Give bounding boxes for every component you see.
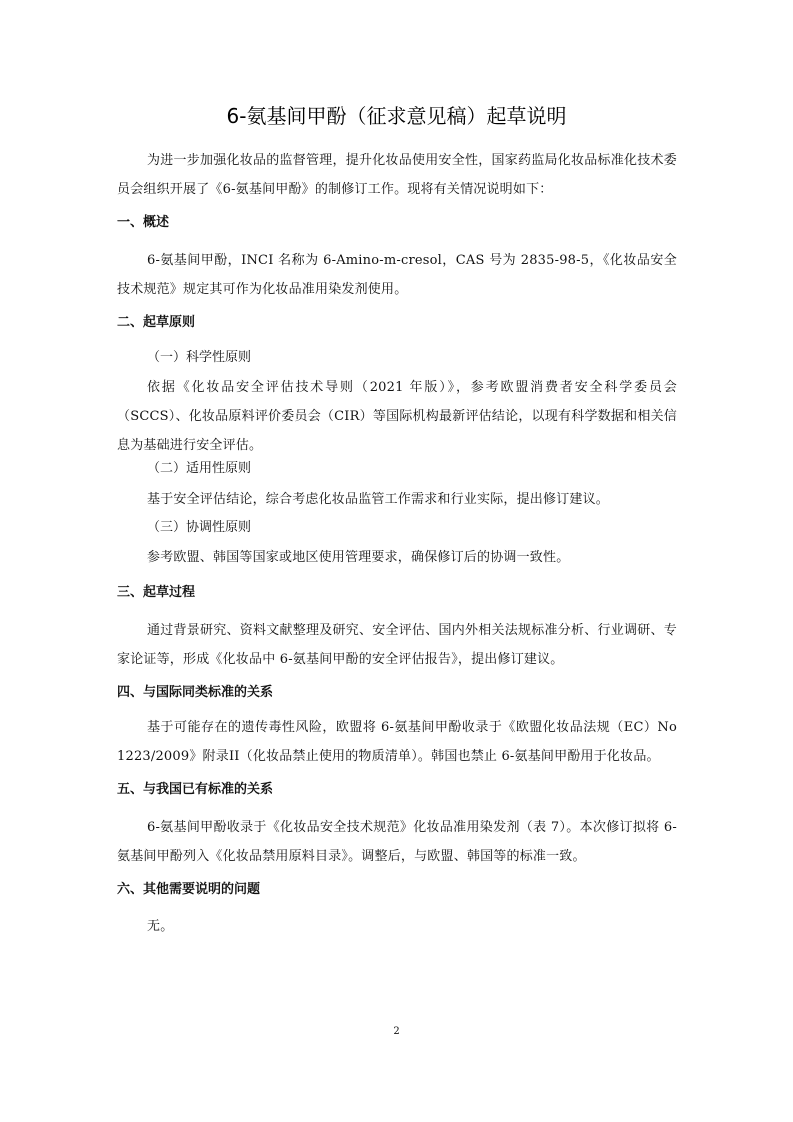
page-title: 6-氨基间甲酚（征求意见稿）起草说明: [226, 104, 567, 128]
section-2-text-1: 依据《化妆品安全评估技术导则（2021 年版）》，参考欧盟消费者安全科学委员会（SCCS）、化妆品原料评价委员会（CIR）等国际机构最新评估结论，以现有科学数据和相关信息为基础进行安全评估。: [117, 380, 677, 453]
section-5-text: 6-氨基间甲酚收录于《化妆品安全技术规范》化妆品准用染发剂（表 7）。本次修订拟将 6-氨基间甲酚列入《化妆品禁用原料目录》。调整后，与欧盟、韩国等的标准一致。: [117, 820, 677, 864]
section-2-heading: 二、起草原则: [117, 315, 196, 330]
section-4-text: 基于可能存在的遗传毒性风险，欧盟将 6-氨基间甲酚收录于《欧盟化妆品法规（EC）No 1223/2009》附录II（化妆品禁止使用的物质清单）。韩国也禁止 6-氨基间甲酚用于化妆品。: [117, 720, 677, 764]
section-3-text: 通过背景研究、资料文献整理及研究、安全评估、国内外相关法规标准分析、行业调研、专家论证等，形成《化妆品中 6-氨基间甲酚的安全评估报告》，提出修订建议。: [117, 623, 677, 667]
section-2-text-3: 参考欧盟、韩国等国家或地区使用管理要求，确保修订后的协调一致性。: [147, 550, 570, 565]
section-3-heading: 三、起草过程: [117, 585, 196, 600]
page-number: 2: [393, 1026, 400, 1037]
section-1-text: 6-氨基间甲酚，INCI 名称为 6-Amino-m-cresol，CAS 号为 2835-98-5，《化妆品安全技术规范》规定其可作为化妆品准用染发剂使用。: [117, 253, 677, 297]
section-6-heading: 六、其他需要说明的问题: [117, 882, 261, 897]
section-2-sub-1: （一）科学性原则: [147, 350, 252, 365]
intro-paragraph: 为进一步加强化妆品的监督管理，提升化妆品使用安全性，国家药监局化妆品标准化技术委员会组织开展了《6-氨基间甲酚》的制修订工作。现将有关情况说明如下：: [117, 153, 677, 197]
section-4-heading: 四、与国际同类标准的关系: [117, 685, 274, 700]
section-2-text-2: 基于安全评估结论，综合考虑化妆品监管工作需求和行业实际，提出修订建议。: [147, 492, 610, 507]
section-2-sub-3: （三）协调性原则: [147, 520, 252, 535]
section-1-heading: 一、概述: [117, 215, 170, 230]
section-6-text: 无。: [147, 919, 174, 934]
section-5-heading: 五、与我国已有标准的关系: [117, 782, 274, 797]
section-2-sub-2: （二）适用性原则: [147, 461, 252, 476]
